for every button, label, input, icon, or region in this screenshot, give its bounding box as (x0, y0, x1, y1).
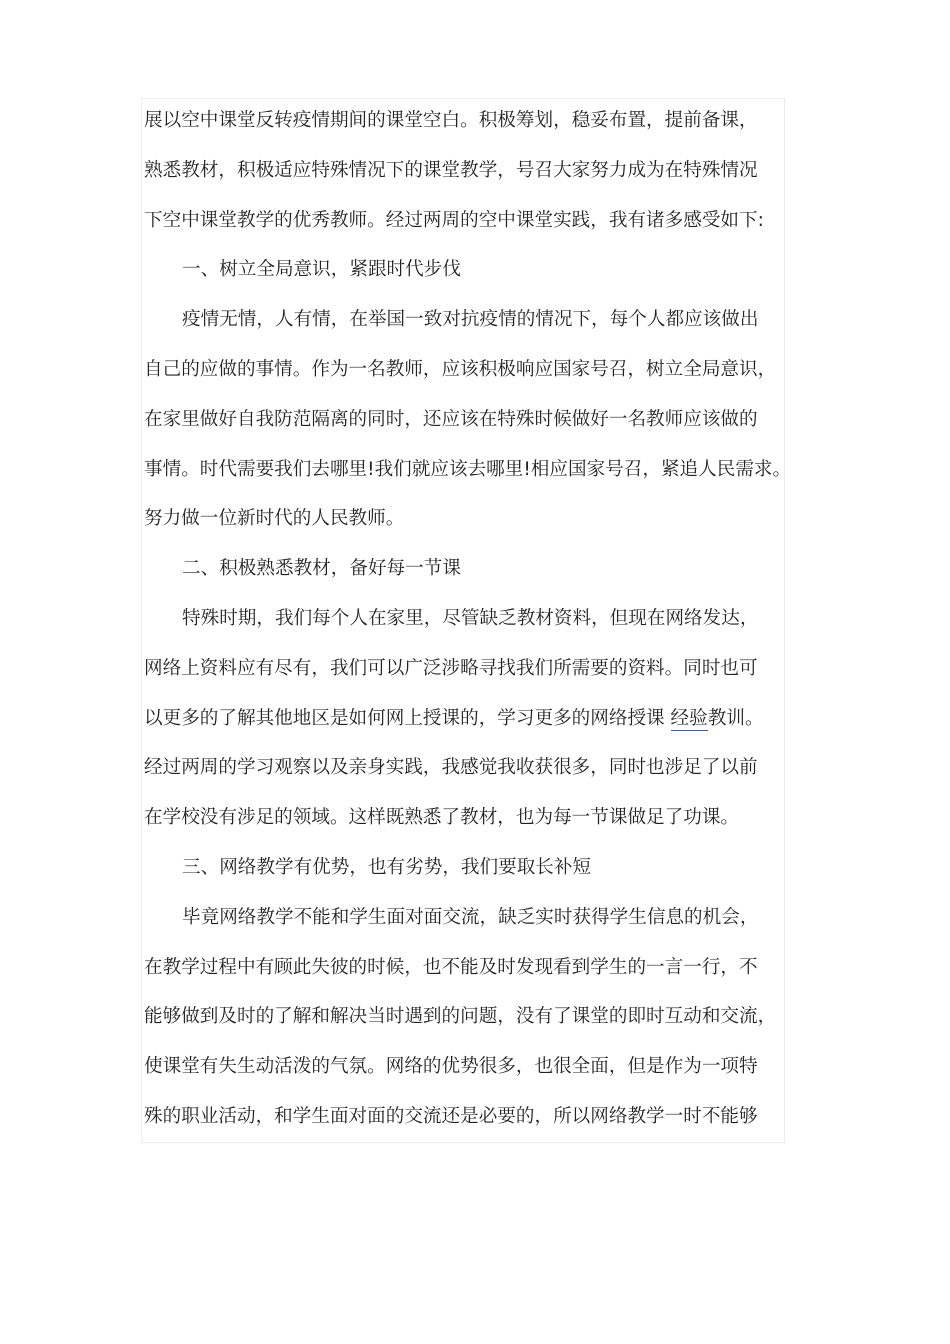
section-heading-1: 一、树立全局意识，紧跟时代步伐 (182, 259, 461, 281)
paragraph-line-with-link (144, 694, 792, 744)
paragraph-line: 下空中课堂教学的优秀教师。经过两周的空中课堂实践，我有诸多感受如下: (144, 209, 764, 231)
paragraph-line: 自己的应做的事情。作为一名教师，应该积极响应国家号召，树立全局意识， (144, 358, 777, 380)
paragraph-line: 经过两周的学习观察以及亲身实践，我感觉我收获很多，同时也涉足了以前 (144, 757, 758, 779)
section-heading-2: 二、积极熟悉教材，备好每一节课 (182, 558, 461, 580)
experience-link[interactable]: 经验 (671, 708, 708, 731)
paragraph-line: 事情。时代需要我们去哪里!我们就应该去哪里!相应国家号召，紧追人民需求。 (144, 458, 792, 480)
paragraph-line: 在学校没有涉足的领域。这样既熟悉了教材，也为每一节课做足了功课。 (144, 807, 740, 829)
paragraph-line: 使课堂有失生动活泼的气氛。网络的优势很多，也很全面，但是作为一项特 (144, 1056, 758, 1078)
line-text-before-link: 以更多的了解其他地区是如何网上授课的，学习更多的网络授课 (144, 707, 671, 729)
paragraph-line: 殊的职业活动，和学生面对面的交流还是必要的，所以网络教学一时不能够 (144, 1105, 758, 1127)
paragraph-line: 熟悉教材，积极适应特殊情况下的课堂教学，号召大家努力成为在特殊情况 (144, 159, 758, 181)
paragraph-line: 毕竟网络教学不能和学生面对面交流，缺乏实时获得学生信息的机会， (182, 906, 759, 928)
paragraph-line: 展以空中课堂反转疫情期间的课堂空白。积极筹划，稳妥布置，提前备课， (144, 110, 758, 131)
paragraph-line: 在家里做好自我防范隔离的同时，还应该在特殊时候做好一名教师应该做的 (144, 408, 758, 430)
section-heading-3: 三、网络教学有优势，也有劣势，我们要取长补短 (182, 856, 592, 878)
paragraph-line: 疫情无情，人有情，在举国一致对抗疫情的情况下，每个人都应该做出 (182, 309, 759, 331)
paragraph-line: 努力做一位新时代的人民教师。 (144, 508, 405, 530)
paragraph-line: 能够做到及时的了解和解决当时遇到的问题，没有了课堂的即时互动和交流， (144, 1006, 777, 1028)
paragraph-line: 网络上资料应有尽有，我们可以广泛涉略寻找我们所需要的资料。同时也可 (144, 657, 758, 679)
paragraph-line: 在教学过程中有顾此失彼的时候，也不能及时发现看到学生的一言一行，不 (144, 956, 758, 978)
line-text-after-link: 教训。 (707, 707, 764, 729)
paragraph-line: 特殊时期，我们每个人在家里，尽管缺乏教材资料，但现在网络发达， (182, 607, 759, 629)
document-body (144, 96, 792, 1142)
